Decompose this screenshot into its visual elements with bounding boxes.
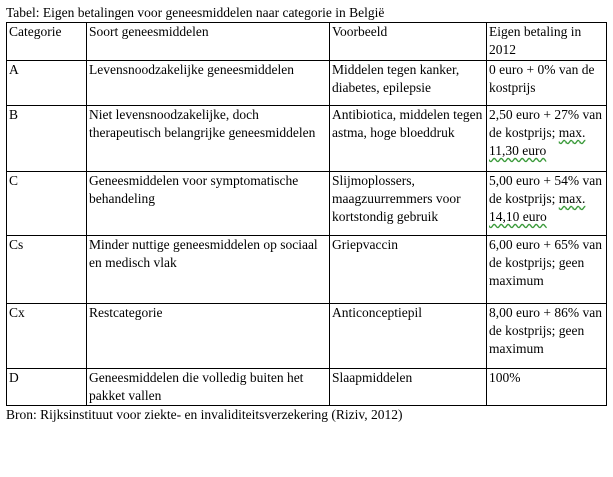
payment-text: 8,00 euro + 86% van de kostprijs; geen maximum [489,305,602,356]
payment-text: 2,50 euro + 27% van de kostprijs; [489,107,602,140]
cell-payment [487,236,607,304]
table-header-row [7,23,607,61]
cell-payment [487,172,607,236]
cell-example: Slaapmiddelen [330,369,487,406]
cell-payment [487,369,607,406]
cell-type: Niet levensnoodzakelijke, doch therapeutisch belangrijke geneesmiddelen [87,106,330,172]
table-row [7,106,607,172]
header-categorie: Categorie [7,23,87,61]
cell-category: Cs [7,236,87,304]
cell-category: D [7,369,87,406]
table-row [7,61,607,106]
table-title: Tabel: Eigen betalingen voor geneesmiddelen naar categorie in België [6,5,385,20]
table-row [7,172,607,236]
cell-example: Slijmoplossers, maagzuurremmers voor kortstondig gebruik [330,172,487,236]
cell-type: Levensnoodzakelijke geneesmiddelen [87,61,330,106]
cell-example: Anticonceptiepil [330,304,487,369]
header-voorbeeld: Voorbeeld [330,23,487,61]
source-note: Bron: Rijksinstituut voor ziekte- en invaliditeitsverzekering (Riziv, 2012) [6,407,403,422]
cell-type: Minder nuttige geneesmiddelen op sociaal en medisch vlak [87,236,330,304]
cell-type: Geneesmiddelen voor symptomatische behandeling [87,172,330,236]
cell-payment [487,61,607,106]
payment-text: 0 euro + 0% van de kostprijs [489,62,595,95]
cell-type: Geneesmiddelen die volledig buiten het pakket vallen [87,369,330,406]
payment-max: max. 14,10 euro [489,191,586,224]
document [6,4,606,423]
payments-table [6,22,607,406]
cell-category: A [7,61,87,106]
table-row [7,236,607,304]
cell-payment [487,106,607,172]
cell-example: Griepvaccin [330,236,487,304]
cell-example: Middelen tegen kanker, diabetes, epilepsie [330,61,487,106]
cell-category: Cx [7,304,87,369]
payment-text: 5,00 euro + 54% van de kostprijs; [489,173,602,206]
cell-category: B [7,106,87,172]
header-soort: Soort geneesmiddelen [87,23,330,61]
cell-category: C [7,172,87,236]
payment-text: 100% [489,370,521,385]
payment-text: 6,00 euro + 65% van de kostprijs; geen maximum [489,237,602,288]
table-row [7,304,607,369]
table-row [7,369,607,406]
payment-max: max. 11,30 euro [489,125,586,158]
cell-payment [487,304,607,369]
cell-example: Antibiotica, middelen tegen astma, hoge bloeddruk [330,106,487,172]
header-eigen-betaling: Eigen betaling in 2012 [487,23,607,61]
cell-type: Restcategorie [87,304,330,369]
